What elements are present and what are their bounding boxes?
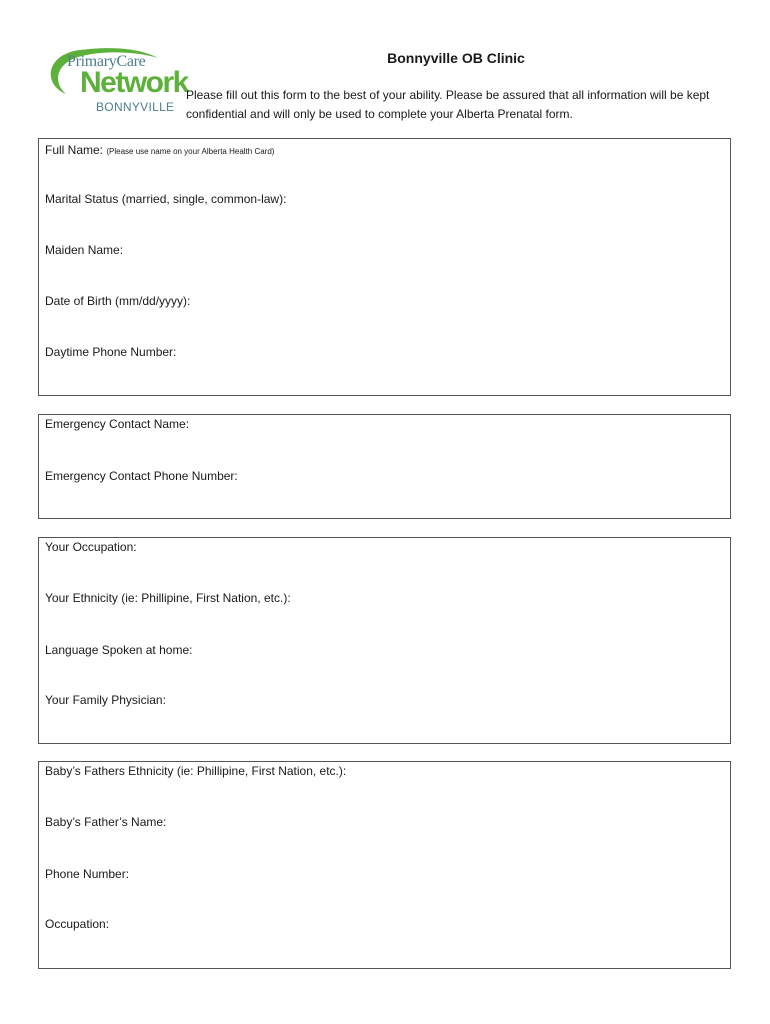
date-of-birth-label: Date of Birth (mm/dd/yyyy): (45, 294, 191, 308)
emergency-contact-phone-label: Emergency Contact Phone Number: (45, 469, 238, 483)
ethnicity-label: Your Ethnicity (ie: Phillipine, First Nation, etc.): (45, 591, 291, 605)
language-label: Language Spoken at home: (45, 643, 193, 657)
logo-text-network: Network (80, 66, 188, 99)
personal-info-section (38, 138, 731, 396)
occupation-label: Your Occupation: (45, 540, 137, 554)
father-occupation-label: Occupation: (45, 917, 110, 931)
background-section (38, 537, 731, 744)
page-title: Bonnyville OB Clinic (387, 50, 525, 66)
full-name-note: (Please use name on your Alberta Health Card) (106, 147, 275, 156)
father-info-section (38, 761, 731, 969)
logo-text-city: BONNYVILLE (96, 100, 175, 114)
clinic-logo (40, 44, 188, 116)
intro-text: Please fill out this form to the best of your ability. Please be assured that all information will be kept confidential and will only be used to complete your Alberta Prenatal form. (186, 88, 710, 121)
family-physician-label: Your Family Physician: (45, 693, 166, 707)
father-ethnicity-label: Baby’s Fathers Ethnicity (ie: Phillipine, First Nation, etc.): (45, 764, 347, 778)
father-name-label: Baby’s Father’s Name: (45, 815, 167, 829)
emergency-contact-section (38, 414, 731, 519)
logo-text-primary: PrimaryCare (67, 53, 146, 70)
father-phone-label: Phone Number: (45, 867, 130, 881)
maiden-name-label: Maiden Name: (45, 243, 124, 257)
daytime-phone-label: Daytime Phone Number: (45, 345, 177, 359)
emergency-contact-name-label: Emergency Contact Name: (45, 417, 190, 431)
marital-status-label: Marital Status (married, single, common-law): (45, 192, 287, 206)
full-name-label (45, 143, 274, 157)
full-name-label-text: Full Name: (45, 143, 104, 157)
